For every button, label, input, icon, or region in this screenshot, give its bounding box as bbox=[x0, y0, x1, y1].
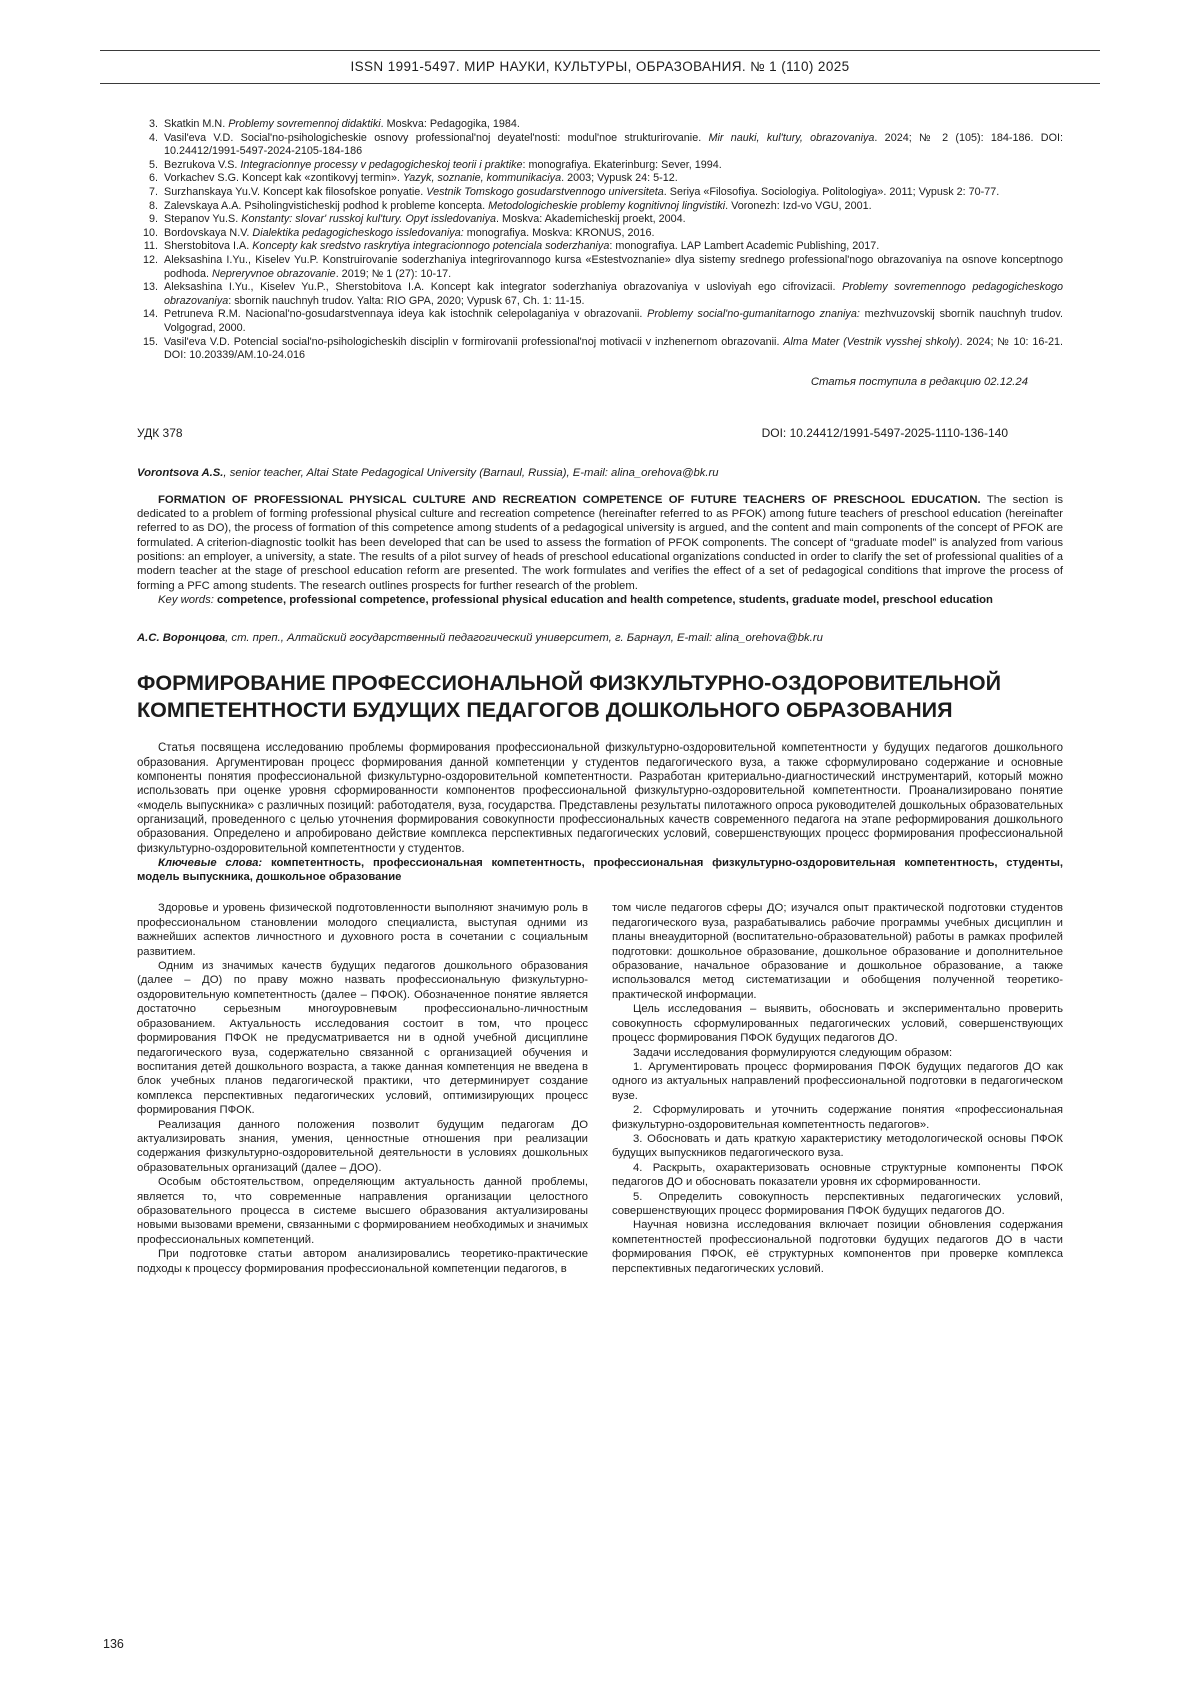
reference-item bbox=[137, 172, 1063, 186]
reference-number: 6. bbox=[148, 172, 158, 185]
author-affiliation-en: , senior teacher, Altai State Pedagogical University (Barnaul, Russia), E-mail: alina_orehova@bk.ru bbox=[223, 466, 719, 479]
article-body-columns bbox=[137, 901, 1063, 1276]
reference-item bbox=[137, 308, 1063, 335]
received-note: Статья поступила в редакцию 02.12.24 bbox=[810, 375, 1028, 388]
keywords-ru bbox=[137, 856, 1063, 885]
keywords-label-ru: Ключевые слова: bbox=[158, 856, 271, 869]
body-paragraph: 2. Сформулировать и уточнить содержание понятия «профессиональная физкультурно-оздоровительная компетентность педагогов». bbox=[612, 1104, 1063, 1131]
reference-number: 13. bbox=[142, 281, 158, 294]
reference-item bbox=[137, 159, 1063, 173]
reference-text: Vasil'eva V.D. Social'no-psihologicheskie osnovy professional'noj deyatel'nosti: modul'noe strukturirovanie. Mir nauki, kul'tury, obrazovaniya. 2024; № 2 (105): 184-186. DOI: 10.24412/1991-5497-2024-2105-184-186 bbox=[164, 131, 1063, 158]
body-column-right bbox=[612, 901, 1063, 1276]
body-column-left bbox=[137, 901, 588, 1276]
body-paragraph: 4. Раскрыть, охарактеризовать основные структурные компоненты ПФОК педагогов ДО и обосновать показатели уровня их сформированности. bbox=[612, 1161, 1063, 1189]
reference-number: 4. bbox=[148, 131, 158, 144]
reference-text: Petruneva R.M. Nacional'no-gosudarstvennaya ideya kak istochnik celepolaganiya v obrazovanii. Problemy social'no-gumanitarnogo znaniya: mezhvuzovskij sbornik nauchnyh trudov. Volgograd, 2000. bbox=[164, 308, 1063, 334]
reference-item bbox=[137, 186, 1063, 200]
article-doi: DOI: 10.24412/1991-5497-2025-1110-136-140 bbox=[761, 425, 1008, 440]
reference-item bbox=[137, 132, 1063, 159]
body-paragraph: При подготовке статьи автором анализировались теоретико-практические подходы к процессу формирования профессиональной компетенции педагогов, в bbox=[137, 1248, 588, 1275]
reference-text: Surzhanskaya Yu.V. Koncept kak filosofskoe ponyatie. Vestnik Tomskogo gosudarstvennogo universiteta. Seriya «Filosofiya. Sociologiya. Politologiya». 2011; Vypusk 2: 70-77. bbox=[164, 185, 1000, 198]
abstract-en bbox=[137, 493, 1063, 593]
abstract-title-en: FORMATION OF PROFESSIONAL PHYSICAL CULTURE AND RECREATION COMPETENCE OF FUTURE TEACHERS OF PRESCHOOL EDUCATION. bbox=[158, 493, 981, 506]
body-paragraph: Научная новизна исследования включает позиции обновления содержания компетентностей профессиональной подготовки будущих педагогов ДО в части формирования ПФОК, её структурных компонентов при проверке комплекса перспективных педагогических условий. bbox=[612, 1219, 1063, 1275]
abstract-text-en: The section is dedicated to a problem of forming professional physical culture and recreation competence (hereinafter referred to as PFOK) among future teachers of preschool education (hereinafter referred to as DO), the process of formation of this competence among students of a pedagogical university is argued, and the content and main components of the concept of PFOK are formulated. A criterion-diagnostic toolkit has been developed that can be used to assess the formation of PFOK components. The concept of “graduate model” is analyzed from various positions: an employer, a university, a state. The results of a pilot survey of heads of preschool educational organizations conducted in order to clarify the set of professional qualities of a modern teacher at the stage of preschool education reform are presented. The work formulates and verifies the effect of a set of pedagogical conditions that improve the process of forming a PFC among students. The research outlines prospects for further research of the problem. bbox=[137, 493, 1063, 592]
page-number: 136 bbox=[103, 1637, 124, 1651]
body-paragraph: 5. Определить совокупность перспективных педагогических условий, совершенствующих процесс формирования ПФОК будущих педагогов ДО. bbox=[612, 1190, 1063, 1217]
reference-text: Vasil'eva V.D. Potencial social'no-psihologicheskih disciplin v formirovanii professional'noj motivacii v inzhenernom obrazovanii. Alma Mater (Vestnik vysshej shkoly). 2024; № 10: 16-21. DOI: 10.20339/AM.10-24.016 bbox=[164, 335, 1063, 362]
body-paragraph: Одним из значимых качеств будущих педагогов дошкольного образования (далее – ДО) по праву можно назвать профессиональную физкультурно-оздоровительную компетентность (далее – ПФОК). Обозначенное понятие является достаточно серьезным многоуровневым профессионально-личностным образованием. Актуальность исследования состоит в том, что процесс формирования ПФОК не предусматривается ни в одной учебной дисциплине педагогического вуза, содержательно связанной с организацией обучения и воспитания детей дошкольного возраста, а также данная компетенция не введена в блок учебных планов педагогической практики, что детерминирует создание комплекса перспективных педагогических условий, оптимизирующих процесс формирования ПФОК. bbox=[137, 960, 588, 1117]
journal-issn-line: ISSN 1991-5497. МИР НАУКИ, КУЛЬТУРЫ, ОБРАЗОВАНИЯ. № 1 (110) 2025 bbox=[350, 59, 850, 74]
body-paragraph: Здоровье и уровень физической подготовленности выполняют значимую роль в профессиональном становлении молодого специалиста, выступая одними из важнейших аспектов личностного и духовного роста в сочетании с социальным развитием. bbox=[137, 902, 588, 958]
reference-number: 15. bbox=[142, 335, 158, 348]
reference-text: Aleksashina I.Yu., Kiselev Yu.P., Sherstobitova I.A. Koncept kak integrator soderzhaniya obrazovaniya v usloviyah ego cifrovizacii. Problemy sovremennogo pedagogicheskogo obrazovaniya: sbornik nauchnyh trudov. Yalta: RIO GPA, 2020; Vypusk 67, Ch. 1: 11-15. bbox=[164, 281, 1063, 307]
author-affiliation-ru: , ст. преп., Алтайский государственный педагогический университет, г. Барнаул, E-mail: alina_orehova@bk.ru bbox=[225, 632, 823, 645]
body-paragraph: 1. Аргументировать процесс формирования ПФОК будущих педагогов ДО как одного из актуальных направлений профессиональной подготовки в педагогическом вузе. bbox=[612, 1060, 1063, 1102]
reference-text: Zalevskaya A.A. Psiholingvisticheskij podhod k probleme koncepta. Metodologicheskie problemy kognitivnoj lingvistiki. Voronezh: Izd-vo VGU, 2001. bbox=[164, 199, 872, 212]
reference-item bbox=[137, 227, 1063, 241]
reference-text: Aleksashina I.Yu., Kiselev Yu.P. Konstruirovanie soderzhaniya integrirovannogo kursa «Estestvoznanie» dlya sistemy srednego professional'nogo obrazovaniya na osnove konceptnogo podhoda. Nepreryvnoe obrazovanie. 2019; № 1 (27): 10-17. bbox=[164, 253, 1063, 280]
journal-header bbox=[100, 50, 1100, 84]
reference-item bbox=[137, 254, 1063, 281]
reference-item bbox=[137, 200, 1063, 214]
reference-number: 9. bbox=[148, 213, 158, 226]
body-paragraph: Реализация данного положения позволит будущим педагогам ДО актуализировать знания, умения, ценностные отношения при реализации содержания физкультурно-оздоровительной деятельности в условиях дошкольных образовательных организаций (далее – ДОО). bbox=[137, 1118, 588, 1174]
author-name-ru: А.С. Воронцова bbox=[137, 632, 226, 645]
reference-item bbox=[137, 240, 1063, 254]
reference-number: 8. bbox=[148, 199, 158, 212]
reference-number: 3. bbox=[148, 118, 158, 130]
reference-item bbox=[137, 336, 1063, 363]
udc-code: УДК 378 bbox=[137, 425, 183, 440]
keywords-label-en: Key words: bbox=[158, 593, 218, 606]
author-line-en bbox=[137, 466, 1063, 480]
author-line-ru bbox=[137, 631, 1063, 645]
reference-text: Stepanov Yu.S. Konstanty: slovar' russkoj kul'tury. Opyt issledovaniya. Moskva: Akademicheskij proekt, 2004. bbox=[164, 213, 686, 226]
body-paragraph: Цель исследования – выявить, обосновать и экспериментально проверить совокупность сформулированных педагогических условий, совершенствующих процесс формирования ПФОК будущих педагогов ДО. bbox=[612, 1003, 1063, 1045]
reference-item bbox=[137, 281, 1063, 308]
reference-text: Bezrukova V.S. Integracionnye processy v pedagogicheskoj teorii i praktike: monografiya. Ekaterinburg: Sever, 1994. bbox=[164, 158, 722, 171]
body-paragraph: Особым обстоятельством, определяющим актуальность данной проблемы, является то, что современные направления организации целостного образовательного процесса в системе высшего образования актуализированы новыми вызовами времени, связанными с формированием необходимых и значимых профессиональных компетенций. bbox=[137, 1176, 588, 1246]
references-list bbox=[137, 118, 1063, 363]
article-title: ФОРМИРОВАНИЕ ПРОФЕССИОНАЛЬНОЙ ФИЗКУЛЬТУРНО-ОЗДОРОВИТЕЛЬНОЙ КОМПЕТЕНТНОСТИ БУДУЩИХ ПЕДАГОГОВ ДОШКОЛЬНОГО ОБРАЗОВАНИЯ bbox=[137, 671, 1002, 723]
reference-text: Skatkin M.N. Problemy sovremennoj didaktiki. Moskva: Pedagogika, 1984. bbox=[164, 118, 520, 130]
reference-number: 5. bbox=[148, 158, 158, 171]
udc-doi-row bbox=[137, 426, 1063, 440]
reference-text: Vorkachev S.G. Koncept kak «zontikovyj termin». Yazyk, soznanie, kommunikaciya. 2003; Vypusk 24: 5-12. bbox=[164, 172, 678, 185]
reference-number: 10. bbox=[142, 226, 158, 239]
body-paragraph: том числе педагогов сферы ДО; изучался опыт практической подготовки студентов педагогического вуза, разрабатывались рабочие программы учебных дисциплин и планы внеаудиторной (воспитательно-образовательной) работы в рамках профилей подготовки: дошкольное образование, дошкольное образование и дополнительное образование, начальное образование и дошкольное образование, а также использовался метод систематизации и обобщения полученной теоретико-практической информации. bbox=[612, 902, 1063, 1001]
reference-item bbox=[137, 213, 1063, 227]
keywords-text-ru: компетентность, профессиональная компетентность, профессиональная физкультурно-оздоровительная компетентность, студенты, модель выпускника, дошкольное образование bbox=[137, 856, 1063, 884]
reference-item bbox=[137, 118, 1063, 132]
abstract-ru: Статья посвящена исследованию проблемы формирования профессиональной физкультурно-оздоровительной компетентности у будущих педагогов дошкольного образования. Аргументирован процесс формирования данной компетенции у студентов педагогического вуза, а также сформулировано содержание и основные компоненты понятия профессиональной физкультурно-оздоровительной компетентности. Разработан критериально-диагностический инструментарий, который можно использовать при оценке уровня сформированности компонентов профессиональной физкультурно-оздоровительной компетентности. Проанализировано понятие «модель выпускника» с различных позиций: работодателя, вуза, государства. Представлены результаты пилотажного опроса руководителей дошкольных образовательных организаций, проведенного с целью уточнения формирования совокупности профессиональных качеств современного педагога на этапе реформирования дошкольного образования. Определено и апробировано действие комплекса перспективных педагогических условий, совершенствующих процесс формирования профессиональной физкультурно-оздоровительной компетентности у студентов. bbox=[137, 742, 1063, 855]
reference-number: 14. bbox=[142, 308, 158, 321]
author-name-en: Vorontsova A.S. bbox=[137, 466, 224, 479]
reference-number: 11. bbox=[143, 240, 158, 253]
reference-number: 7. bbox=[148, 185, 158, 198]
reference-text: Bordovskaya N.V. Dialektika pedagogicheskogo issledovaniya: monografiya. Moskva: KRONUS, 2016. bbox=[164, 226, 655, 239]
reference-text: Sherstobitova I.A. Koncepty kak sredstvo raskrytiya integracionnogo potenciala soderzhaniya: monografiya. LAP Lambert Academic Publishing, 2017. bbox=[164, 240, 880, 253]
body-paragraph: Задачи исследования формулируются следующим образом: bbox=[633, 1046, 953, 1059]
body-paragraph: 3. Обосновать и дать краткую характеристику методологической основы ПФОК будущих выпускников педагогического вуза. bbox=[612, 1132, 1063, 1160]
keywords-en bbox=[137, 593, 1063, 607]
keywords-text-en: competence, professional competence, professional physical education and health competence, students, graduate model, preschool education bbox=[217, 593, 993, 606]
reference-number: 12. bbox=[142, 253, 158, 266]
